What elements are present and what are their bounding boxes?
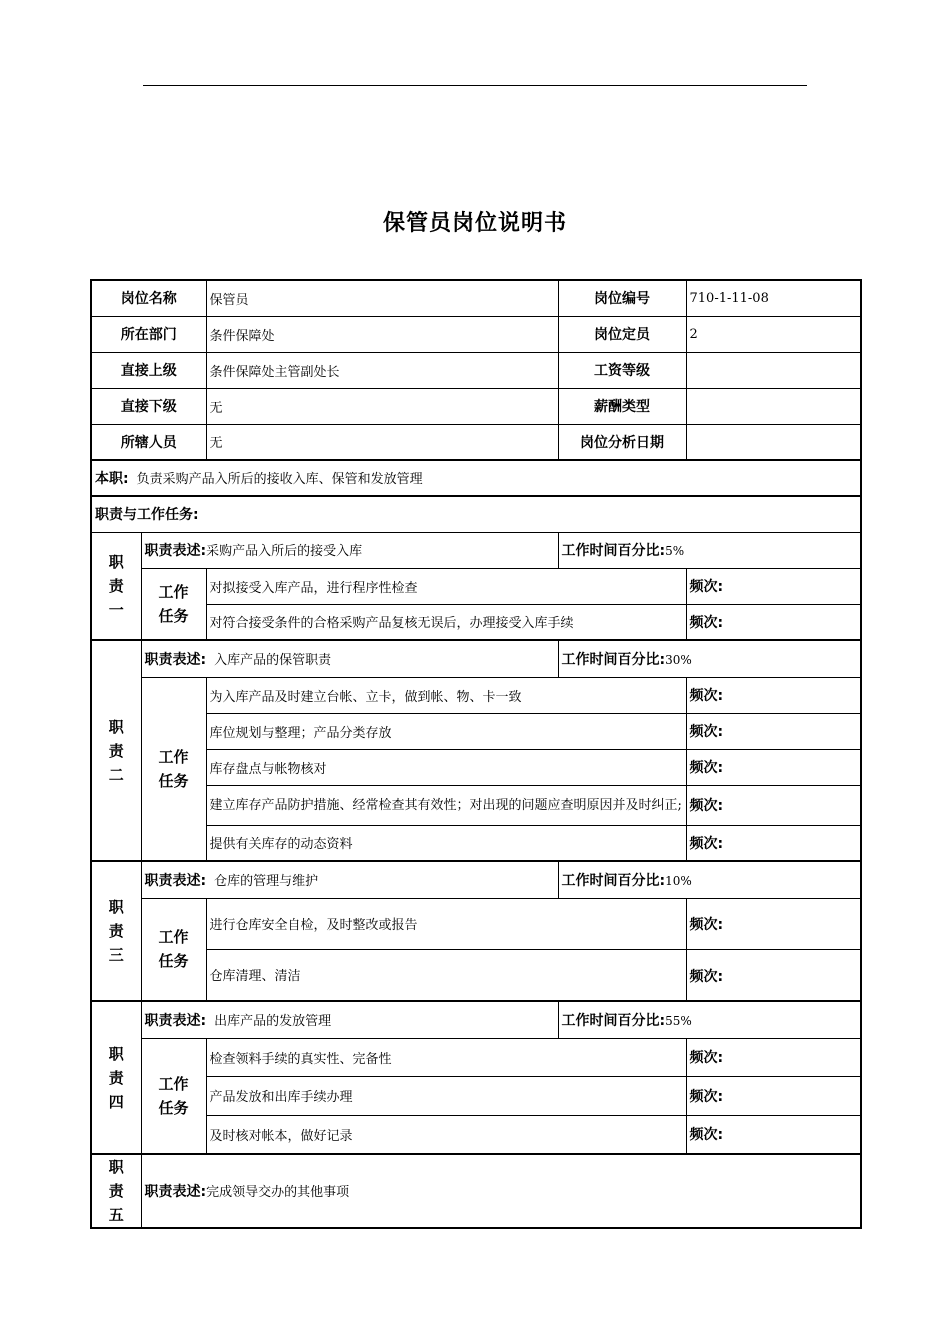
- pct-label: 工作时间百分比:: [561, 872, 666, 889]
- duty-row: [91, 1154, 861, 1228]
- freq-label: 频次:: [686, 1038, 861, 1076]
- task-row: [91, 604, 861, 640]
- duty-3-pct: 10%: [665, 873, 692, 888]
- task-row: [91, 785, 861, 825]
- value-direct-subordinate: 无: [206, 388, 558, 424]
- task-row: [91, 713, 861, 749]
- info-row: [91, 352, 861, 388]
- freq-label: 频次:: [686, 949, 861, 1001]
- duty-5-label: 职 责 五: [91, 1154, 141, 1228]
- duty-2-label: 职 责 二: [91, 640, 141, 861]
- info-row: [91, 388, 861, 424]
- document-title: 保管员岗位说明书: [382, 211, 567, 236]
- duties-header-row: [91, 496, 861, 532]
- pct-label: 工作时间百分比:: [561, 651, 666, 668]
- duty-2-pct: 30%: [665, 652, 692, 667]
- freq-label: 频次:: [686, 1115, 861, 1154]
- task-row: [91, 1038, 861, 1076]
- task-row: [91, 568, 861, 604]
- duty-4-label: 职 责 四: [91, 1001, 141, 1154]
- duty-1-label: 职 责 一: [91, 532, 141, 640]
- duty-4-pct: 55%: [665, 1013, 692, 1028]
- core-duty-label: 本职:: [95, 471, 129, 487]
- duty-3-task-2: 仓库清理、清洁: [206, 949, 686, 1001]
- freq-label: 频次:: [686, 749, 861, 785]
- value-staff: 无: [206, 424, 558, 460]
- duty-3-desc: 仓库的管理与维护: [214, 873, 319, 889]
- freq-label: 频次:: [686, 677, 861, 713]
- duty-desc-label: 职责表述:: [144, 651, 207, 668]
- value-position-code: 710-1-11-08: [686, 280, 861, 316]
- label-department: 所在部门: [91, 316, 206, 352]
- duty-row: [91, 861, 861, 898]
- duty-row: [91, 532, 861, 568]
- duty-1-pct: 5%: [665, 544, 685, 558]
- label-pay-type: 薪酬类型: [558, 388, 686, 424]
- task-row: [91, 898, 861, 949]
- pct-label: 工作时间百分比:: [561, 1012, 666, 1029]
- duty-4-task-2: 产品发放和出库手续办理: [206, 1076, 686, 1115]
- label-staff: 所辖人员: [91, 424, 206, 460]
- job-description-table: [90, 279, 862, 1229]
- duty-1-task-2: 对符合接受条件的合格采购产品复核无误后，办理接受入库手续: [206, 604, 686, 640]
- info-row: [91, 316, 861, 352]
- duty-3-task-1: 进行仓库安全自检，及时整改或报告: [206, 898, 686, 949]
- value-headcount: 2: [686, 316, 861, 352]
- duty-1-task-1: 对拟接受入库产品，进行程序性检查: [206, 568, 686, 604]
- duty-2-task-2: 库位规划与整理；产品分类存放: [206, 713, 686, 749]
- header-rule: [143, 85, 807, 86]
- duty-5-desc: 完成领导交办的其他事项: [206, 1185, 350, 1200]
- value-position-name: 保管员: [206, 280, 558, 316]
- duty-2-task-1: 为入库产品及时建立台帐、立卡，做到帐、物、卡一致: [206, 677, 686, 713]
- info-row: [91, 424, 861, 460]
- label-direct-superior: 直接上级: [91, 352, 206, 388]
- task-row: [91, 825, 861, 861]
- task-row: [91, 749, 861, 785]
- core-duty-row: [91, 460, 861, 496]
- duty-desc-label: 职责表述:: [144, 543, 207, 559]
- duty-2-task-4: 建立库存产品防护措施、经常检查其有效性；对出现的问题应查明原因并及时纠正;: [206, 785, 686, 825]
- freq-label: 频次:: [686, 1076, 861, 1115]
- task-row: [91, 677, 861, 713]
- value-department: 条件保障处: [206, 316, 558, 352]
- task-label: 工作 任务: [141, 677, 206, 861]
- label-direct-subordinate: 直接下级: [91, 388, 206, 424]
- duty-desc-label: 职责表述:: [144, 1012, 207, 1029]
- label-salary-grade: 工资等级: [558, 352, 686, 388]
- freq-label: 频次:: [686, 785, 861, 825]
- duty-4-task-1: 检查领料手续的真实性、完备性: [206, 1038, 686, 1076]
- duty-desc-label: 职责表述:: [144, 872, 207, 889]
- duty-1-desc: 采购产品入所后的接受入库: [206, 544, 363, 559]
- info-row: [91, 280, 861, 316]
- value-direct-superior: 条件保障处主管副处长: [206, 352, 558, 388]
- freq-label: 频次:: [686, 898, 861, 949]
- duty-4-task-3: 及时核对帐本，做好记录: [206, 1115, 686, 1154]
- label-analysis-date: 岗位分析日期: [558, 424, 686, 460]
- freq-label: 频次:: [686, 713, 861, 749]
- duty-3-label: 职 责 三: [91, 861, 141, 1001]
- duty-row: [91, 1001, 861, 1038]
- freq-label: 频次:: [686, 604, 861, 640]
- duty-2-desc: 入库产品的保管职责: [214, 652, 332, 668]
- task-label: 工作 任务: [141, 898, 206, 1001]
- duty-row: [91, 640, 861, 677]
- value-analysis-date: [686, 424, 861, 460]
- label-position-name: 岗位名称: [91, 280, 206, 316]
- task-label: 工作 任务: [141, 568, 206, 640]
- freq-label: 频次:: [686, 568, 861, 604]
- pct-label: 工作时间百分比:: [561, 543, 666, 559]
- task-row: [91, 949, 861, 1001]
- label-position-code: 岗位编号: [558, 280, 686, 316]
- task-row: [91, 1076, 861, 1115]
- value-salary-grade: [686, 352, 861, 388]
- duty-desc-label: 职责表述:: [144, 1184, 207, 1200]
- task-label: 工作 任务: [141, 1038, 206, 1154]
- duty-2-task-3: 库存盘点与帐物核对: [206, 749, 686, 785]
- duty-2-task-5: 提供有关库存的动态资料: [206, 825, 686, 861]
- freq-label: 频次:: [686, 825, 861, 861]
- core-duty-text: 负责采购产品入所后的接收入库、保管和发放管理: [136, 472, 423, 487]
- duties-header: 职责与工作任务:: [91, 496, 861, 532]
- duty-4-desc: 出库产品的发放管理: [214, 1013, 332, 1029]
- value-pay-type: [686, 388, 861, 424]
- label-headcount: 岗位定员: [558, 316, 686, 352]
- task-row: [91, 1115, 861, 1154]
